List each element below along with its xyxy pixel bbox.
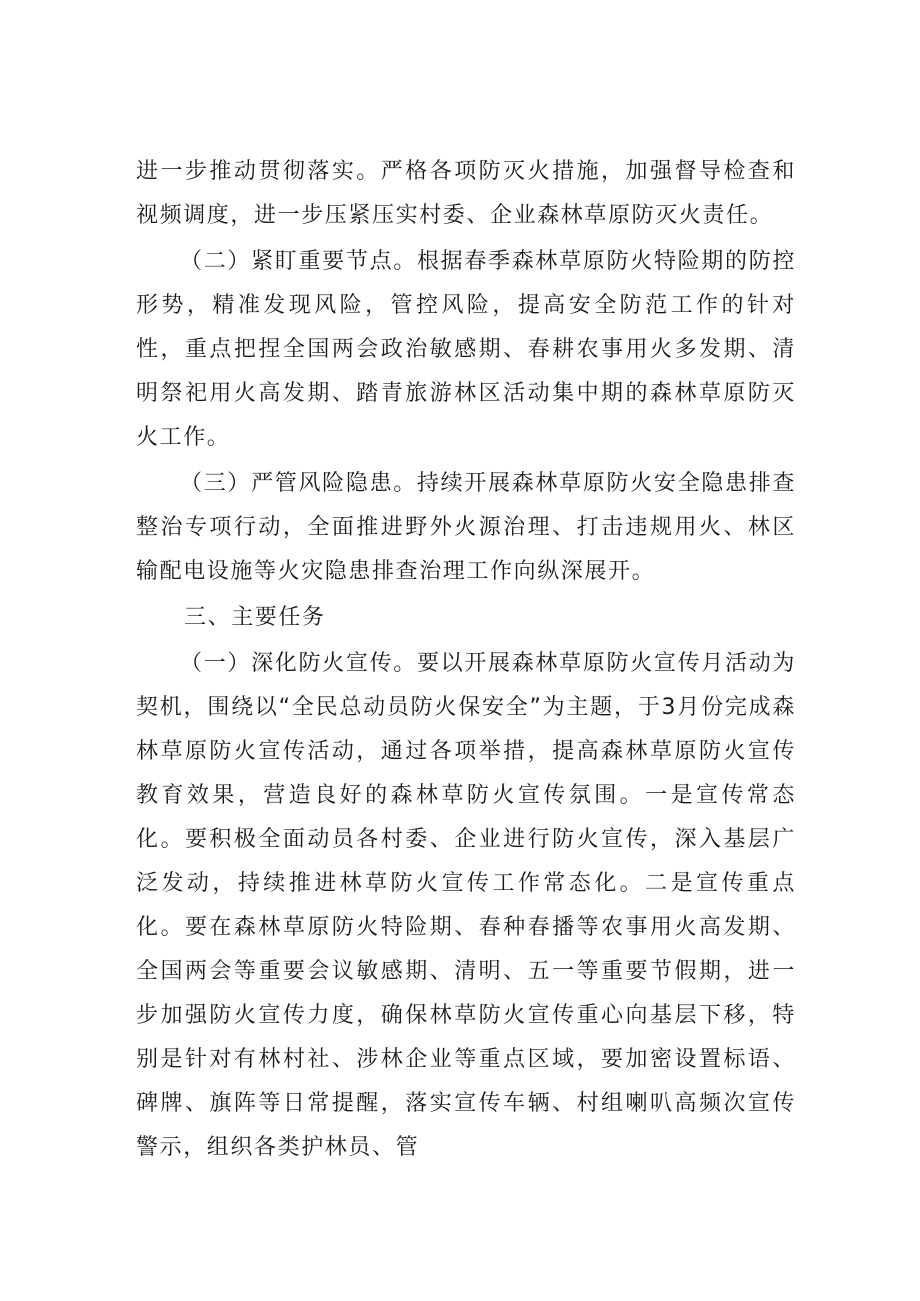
paragraph-key-nodes: （二）紧盯重要节点。根据春季森林草原防火特险期的防控形势，精准发现风险，管控风险，提高安全防范工作的针对性，重点把捏全国两会政治敏感期、春耕农事用火多发期、清明祭祀用火高发期、踏青旅游林区活动集中期的森林草原防灭火工作。 (136, 249, 796, 450)
document-body (136, 150, 796, 1172)
paragraph-risk-hazards: （三）严管风险隐患。持续开展森林草原防火安全隐患排查整治专项行动，全面推进野外火源治理、打击违规用火、林区输配电设施等火灾隐患排查治理工作向纵深展开。 (136, 471, 796, 584)
section-heading-main-tasks: 三、主要任务 (184, 605, 326, 630)
paragraph-continuation: 进一步推动贯彻落实。严格各项防灭火措施，加强督导检查和视频调度，进一步压紧压实村委、企业森林草原防灭火责任。 (136, 159, 796, 228)
paragraph-fire-publicity: （一）深化防火宣传。要以开展森林草原防火宣传月活动为契机，围绕以“全民总动员防火保安全”为主题，于3月份完成森林草原防火宣传活动，通过各项举措，提高森林草原防火宣传教育效果，营造良好的森林草防火宣传氛围。一是宣传常态化。要积极全面动员各村委、企业进行防火宣传，深入基层广泛发动，持续推进林草防火宣传工作常态化。二是宣传重点化。要在森林草原防火特险期、春种春播等农事用火高发期、全国两会等重要会议敏感期、清明、五一等重要节假期，进一步加强防火宣传力度，确保林草防火宣传重心向基层下移，特别是针对有林村社、涉林企业等重点区域，要加密设置标语、碑牌、旗阵等日常提醒，落实宣传车辆、村组喇叭高频次宣传警示，组织各类护林员、管 (136, 651, 796, 1160)
